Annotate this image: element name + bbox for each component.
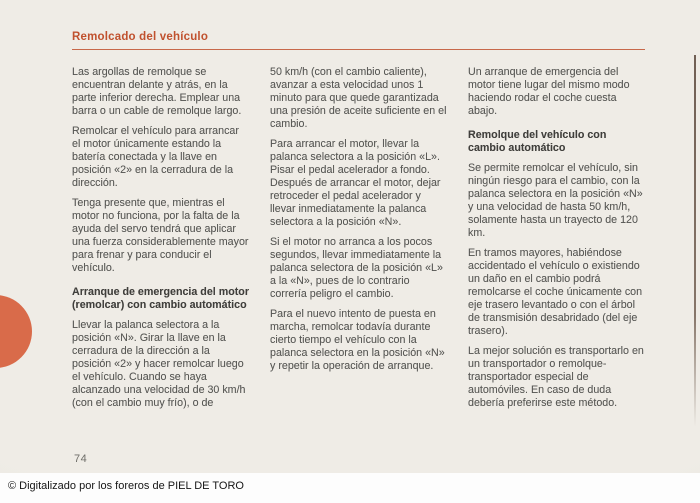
text-column-3 [468,66,645,417]
paragraph: Se permite remolcar el vehículo, sin ningún riesgo para el cambio, con la palanca selectora en la posición «N» y una velocidad de hasta 50 km/h, solamente hasta un trayecto de 120 km. [468,162,643,239]
paragraph: Las argollas de remolque se encuentran delante y atrás, en la parte inferior derecha. Emplear una barra o un cable de remolque largo. [72,66,242,117]
section-subheading: Remolque del vehículo con cambio automático [468,129,607,154]
paragraph: Tenga presente que, mientras el motor no funciona, por la falta de la ayuda del servo tendrá que aplicar una fuerza considerablemente mayor para frenar y para conducir el vehículo. [72,197,249,274]
paragraph: Para el nuevo intento de puesta en marcha, remolcar todavía durante cierto tiempo el vehículo con la palanca selectora en la posición «N» y repetir la operación de arranque. [270,308,445,372]
paragraph: Para arrancar el motor, llevar la palanca selectora a la posición «L». Pisar el pedal acelerador a fondo. Después de arrancar el motor, dejar retroceder el pedal acelerador y llevar inmediatamente la palanca selectora a la posición «N». [270,138,441,228]
paragraph: Remolcar el vehículo para arrancar el motor únicamente estando la batería conectada y la llave en posición «2» en la cerradura de la dirección. [72,125,239,189]
paragraph: Si el motor no arranca a los pocos segundos, llevar immediatamente la palanca selectora de la posición «L» a la «N», pues de lo contrario correría peligro el cambio. [270,236,443,300]
paragraph: Llevar la palanca selectora a la posición «N». Girar la llave en la cerradura de la dirección a la posición «2» y hacer remolcar luego el vehículo. Cuando se haya alcanzado una velocidad de 30 km/h (con el cambio muy frío), o de [72,319,246,409]
footer-credit: © Digitalizado por los foreros de PIEL DE TORO [8,480,244,492]
header-rule [72,49,645,50]
text-columns [72,66,646,417]
paragraph: En tramos mayores, habiéndose accidentado el vehículo o existiendo un daño en el cambio podrá remolcarse el coche únicamente con eje trasero levantado o con el árbol de transmisión desabridado (del eje trasero). [468,247,643,337]
section-subheading: Arranque de emergencia del motor (remolcar) con cambio automático [72,286,249,311]
scan-edge-line [694,55,696,427]
page-title: Remolcado del vehículo [72,31,209,43]
paragraph: Un arranque de emergencia del motor tiene lugar del mismo modo haciendo rodar el coche cuesta abajo. [468,66,630,117]
page-number: 74 [74,453,88,465]
text-column-2 [270,66,447,417]
chapter-tab-marker [0,295,32,368]
paragraph: 50 km/h (con el cambio caliente), avanzar a esta velocidad unos 1 minuto para que quede garantizada una presión de aceite suficiente en el cambio. [270,66,447,130]
text-column-1 [72,66,249,417]
footer-strip [0,473,700,503]
paragraph: La mejor solución es transportarlo en un transportador o remolque-transportador especial de automóviles. En caso de duda debería preferirse este método. [468,345,644,409]
